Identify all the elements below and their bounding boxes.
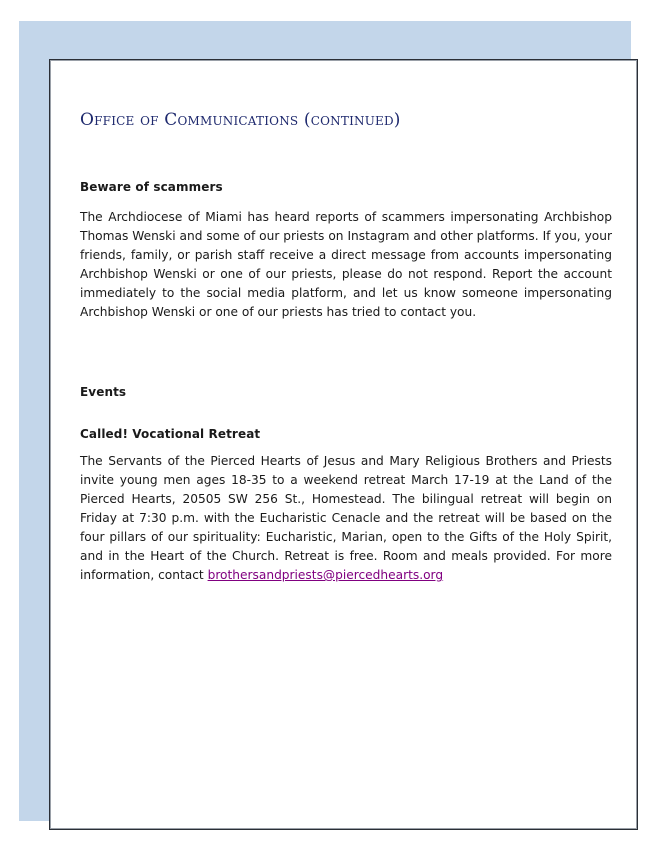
retreat-paragraph bbox=[80, 452, 612, 585]
page-title: Office of Communications (continued) bbox=[80, 110, 401, 130]
event-title-vocational-retreat: Called! Vocational Retreat bbox=[80, 427, 261, 441]
scammers-paragraph: The Archdiocese of Miami has heard reports of scammers impersonating Archbishop Thomas Wenski and some of our priests on Instagram and other platforms. If you, your friends, family, or parish staff receive a direct message from accounts impersonating Archbishop Wenski or one of our priests, please do not respond. Report the account immediately to the social media platform, and let us know someone impersonating Archbishop Wenski or one of our priests has tried to contact you. bbox=[80, 210, 612, 319]
page-border-band bbox=[19, 21, 631, 821]
section-title-events: Events bbox=[80, 385, 127, 399]
section-title-beware-of-scammers: Beware of scammers bbox=[80, 180, 223, 194]
contact-email-link[interactable]: brothersandpriests@piercedhearts.org bbox=[207, 568, 444, 582]
page-frame bbox=[49, 59, 638, 830]
retreat-paragraph-text: The Servants of the Pierced Hearts of Jesus and Mary Religious Brothers and Priests invite young men ages 18-35 to a weekend retreat March 17-19 at the Land of the Pierced Hearts, 20505 SW 256 St., Homestead. The bilingual retreat will begin on Friday at 7:30 p.m. with the Eucharistic Cenacle and the retreat will be based on the four pillars of our spirituality: Eucharistic, Marian, open to the Gifts of the Holy Spirit, and in the Heart of the Church. Retreat is free. Room and meals provided. For more information, contact bbox=[80, 454, 612, 582]
